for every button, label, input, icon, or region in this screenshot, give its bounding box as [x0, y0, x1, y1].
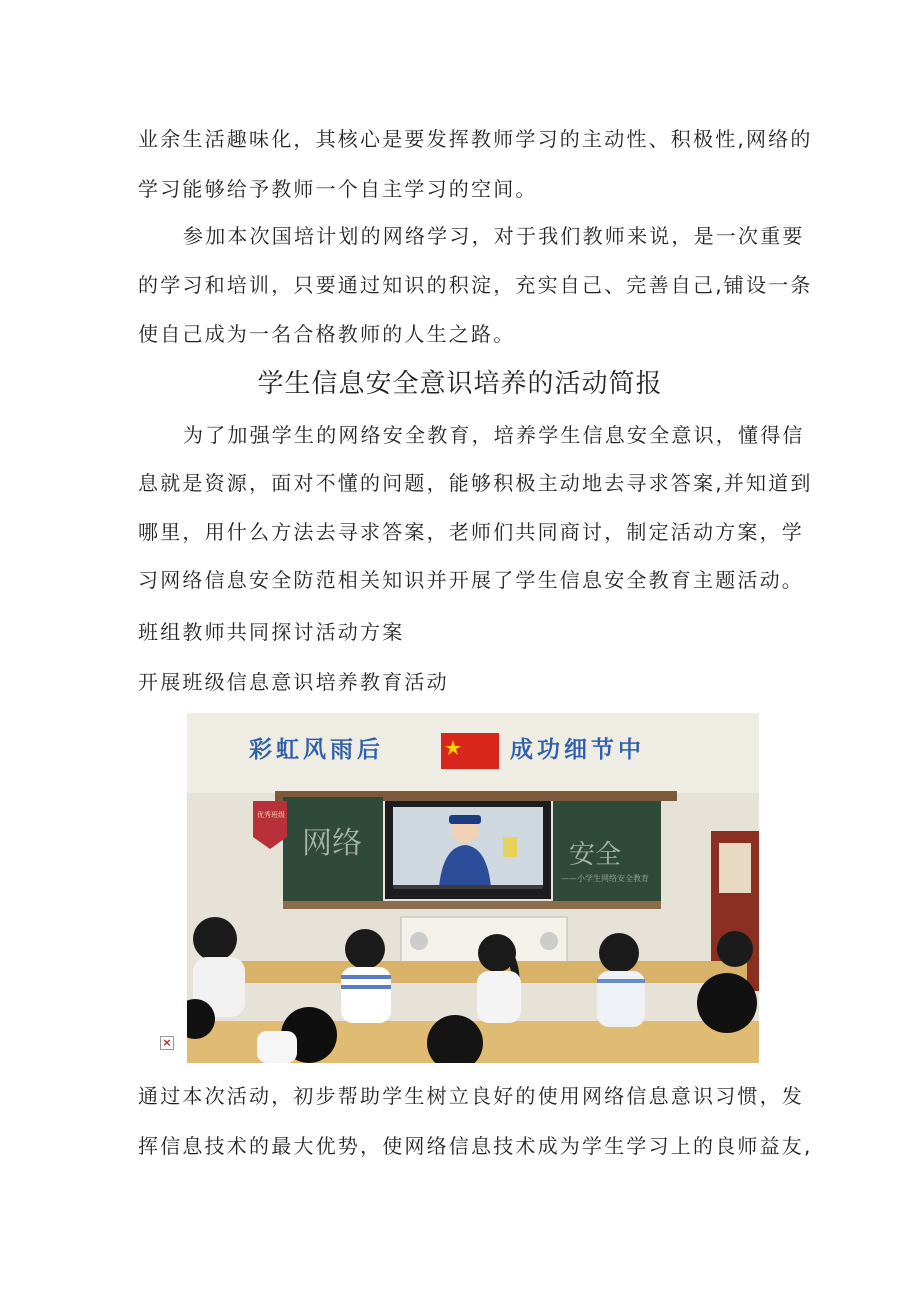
caption-line: 班组教师共同探讨活动方案 — [138, 620, 405, 644]
paragraph-line: 学习能够给予教师一个自主学习的空间。 — [138, 177, 538, 201]
board-left-text: 网络 — [302, 826, 362, 861]
paragraph-line: 习网络信息安全防范相关知识并开展了学生信息安全教育主题活动。 — [138, 568, 804, 592]
paragraph-line: 挥信息技术的最大优势，使网络信息技术成为学生学习上的良师益友, — [138, 1134, 813, 1158]
paragraph-line: 的学习和培训，只要通过知识的积淀，充实自己、完善自己,铺设一条 — [138, 273, 813, 297]
desk-row — [207, 961, 747, 983]
paragraph-line: 业余生活趣味化，其核心是要发挥教师学习的主动性、积极性,网络的 — [138, 127, 813, 151]
board-right-text: 安全 — [569, 840, 622, 870]
paragraph-line: 参加本次国培计划的网络学习，对于我们教师来说，是一次重要 — [183, 224, 805, 248]
paragraph-line: 为了加强学生的网络安全教育，培养学生信息安全意识，懂得信 — [183, 423, 805, 447]
paragraph-line: 哪里，用什么方法去寻求答案，老师们共同商讨，制定活动方案，学 — [138, 520, 804, 544]
banner-right: 成功细节中 — [510, 737, 645, 763]
board-small-text: ——小学生网络安全教育 — [561, 874, 649, 883]
classroom-photo — [187, 713, 759, 1063]
pennant-text: 优秀班级 — [257, 811, 285, 819]
paragraph-line: 通过本次活动，初步帮助学生树立良好的使用网络信息意识习惯，发 — [138, 1084, 804, 1108]
caption-line: 开展班级信息意识培养教育活动 — [138, 670, 449, 694]
section-title: 学生信息安全意识培养的活动简报 — [257, 369, 663, 399]
broken-image-icon: × — [160, 1036, 174, 1050]
paragraph-line: 息就是资源，面对不懂的问题，能够积极主动地去寻求答案,并知道到 — [138, 471, 813, 495]
paragraph-line: 使自己成为一名合格教师的人生之路。 — [138, 322, 516, 346]
banner-left: 彩虹风雨后 — [249, 737, 384, 763]
